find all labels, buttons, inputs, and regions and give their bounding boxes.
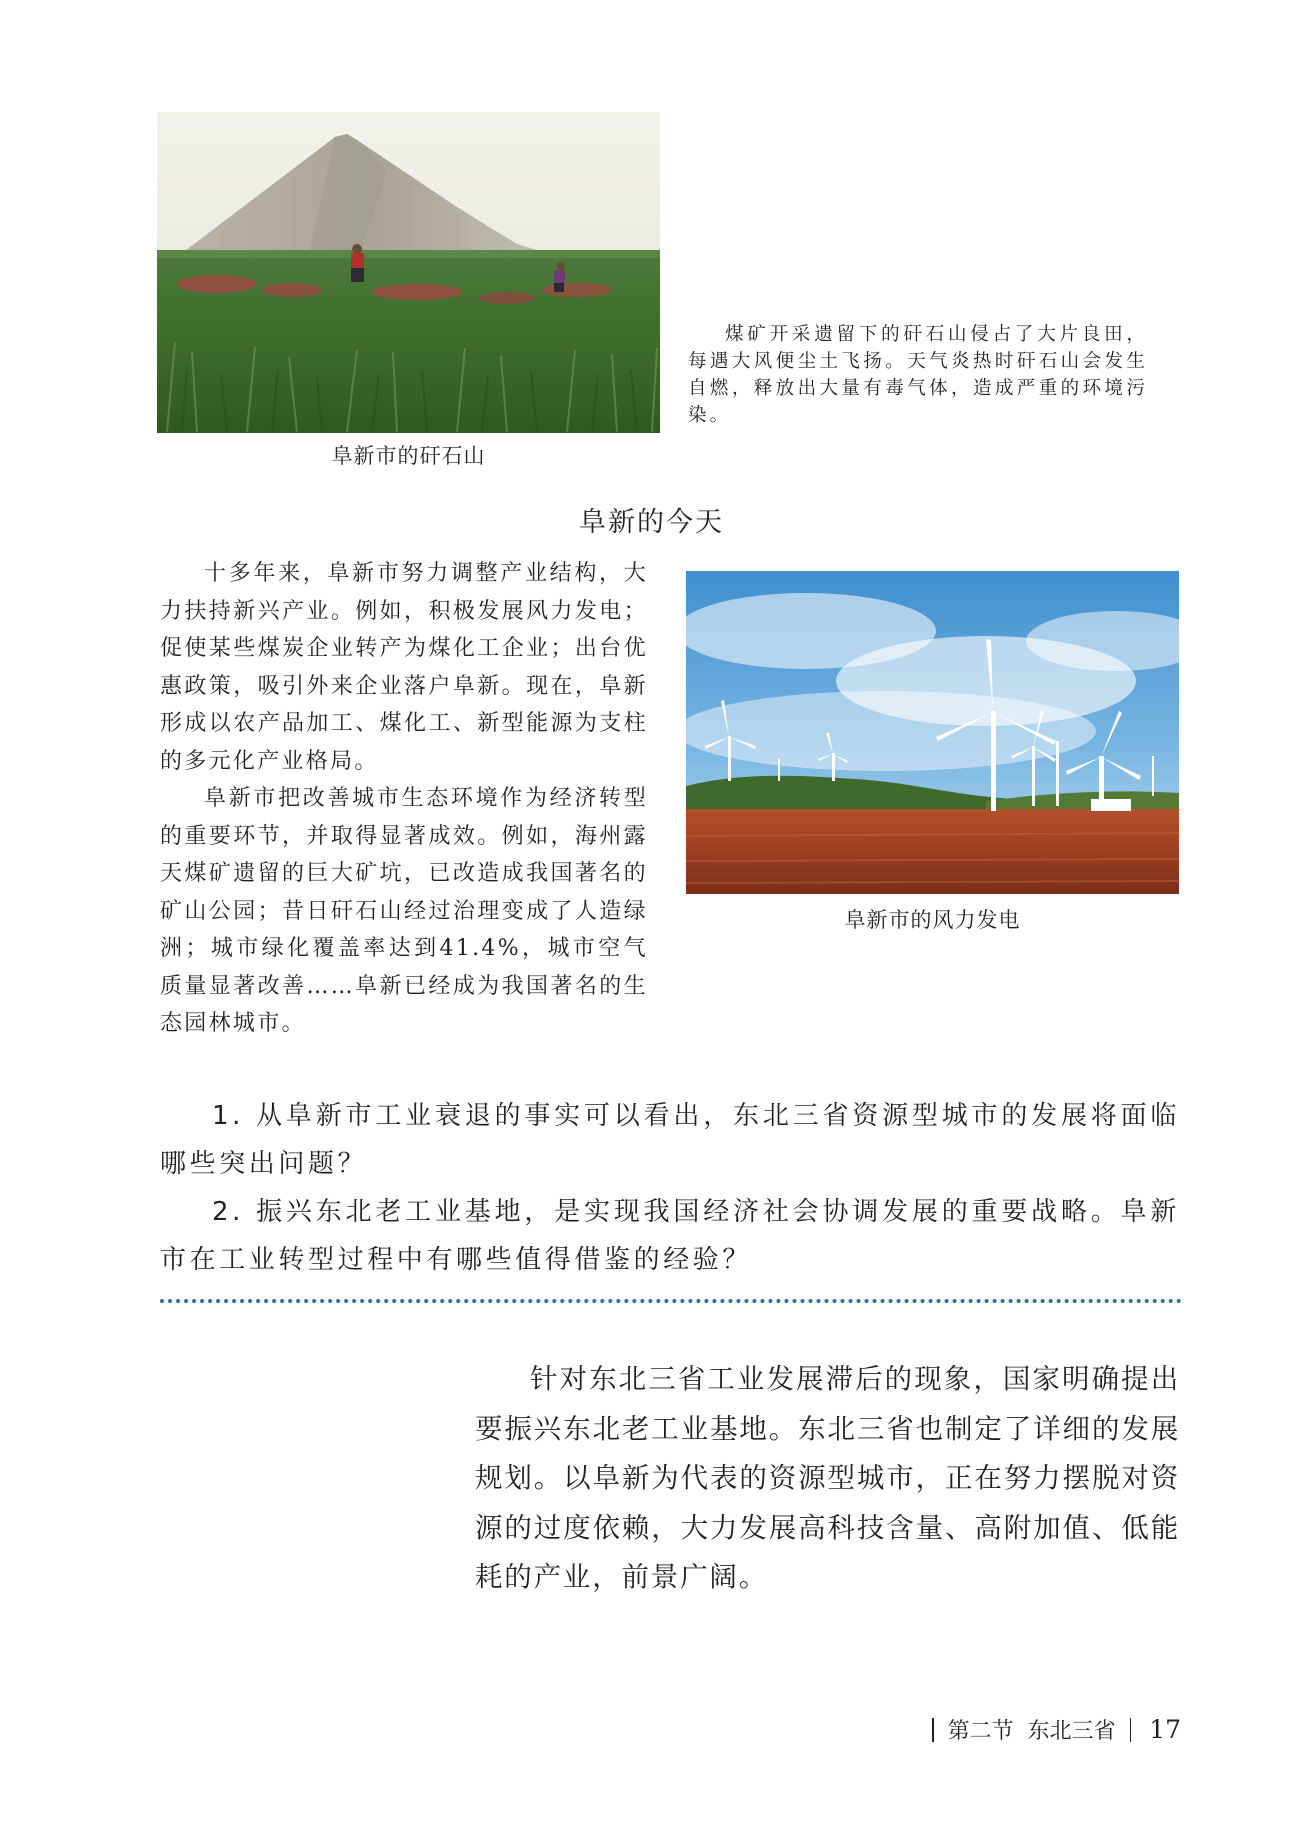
footer-chapter: 东北三省 xyxy=(1027,1719,1116,1744)
footer-divider xyxy=(1130,1718,1132,1742)
section-body xyxy=(160,555,648,1043)
section-title: 阜新的今天 xyxy=(579,507,724,538)
gangue-mountain-note: 煤矿开采遗留下的矸石山侵占了大片良田，每遇大风便尘土飞扬。天气炎热时矸石山会发生自燃，释放出大量有毒气体，造成严重的环境污染。 xyxy=(688,324,1148,426)
section-paragraph-2: 阜新市把改善城市生态环境作为经济转型的重要环节，并取得显著成效。例如，海州露天煤矿遗留的巨大矿坑，已改造成我国著名的矿山公园；昔日矸石山经过治理变成了人造绿洲；城市绿化覆盖率达到41.4%，城市空气质量显著改善……阜新已经成为我国著名的生态园林城市。 xyxy=(160,786,648,1036)
conclusion-paragraph: 针对东北三省工业发展滞后的现象，国家明确提出要振兴东北老工业基地。东北三省也制定了详细的发展规划。以阜新为代表的资源型城市，正在努力摆脱对资源的过度依赖，大力发展高科技含量、高附加值、低能耗的产业，前景广阔。 xyxy=(475,1363,1180,1593)
wind-power-caption: 阜新市的风力发电 xyxy=(844,908,1021,932)
footer-section: 第二节 xyxy=(947,1719,1014,1744)
page-footer xyxy=(932,1714,1181,1745)
dotted-divider xyxy=(160,1299,1182,1303)
wind-power-photo xyxy=(686,571,1179,894)
discussion-questions xyxy=(160,1092,1180,1284)
footer-divider xyxy=(932,1718,934,1742)
gangue-mountain-caption: 阜新市的矸石山 xyxy=(331,444,486,468)
question-1: 1. 从阜新市工业衰退的事实可以看出，东北三省资源型城市的发展将面临哪些突出问题？ xyxy=(160,1101,1180,1179)
gangue-mountain-photo xyxy=(157,112,660,433)
page-number: 17 xyxy=(1149,1715,1181,1744)
question-2: 2. 振兴东北老工业基地，是实现我国经济社会协调发展的重要战略。阜新市在工业转型过程中有哪些值得借鉴的经验？ xyxy=(160,1197,1180,1275)
section-paragraph-1: 十多年来，阜新市努力调整产业结构，大力扶持新兴产业。例如，积极发展风力发电；促使某些煤炭企业转产为煤化工企业；出台优惠政策，吸引外来企业落户阜新。现在，阜新形成以农产品加工、煤化工、新型能源为支柱的多元化产业格局。 xyxy=(160,561,648,774)
